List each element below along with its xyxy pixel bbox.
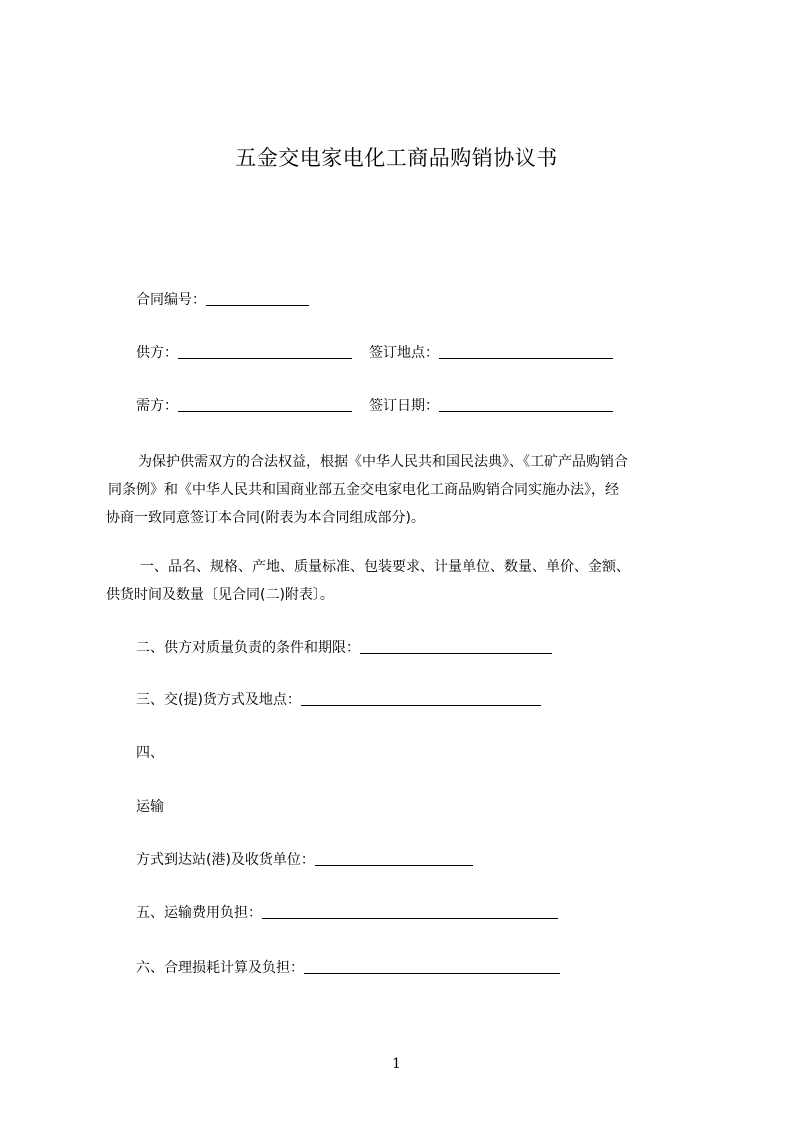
clause-5-blank[interactable] [262, 903, 558, 919]
clause-3-label: 三、交(提)货方式及地点： [136, 692, 301, 708]
buyer-label: 需方： [136, 398, 178, 414]
transport-method-label: 方式到达站(港)及收货单位： [136, 852, 315, 868]
clause-6-label: 六、合理损耗计算及负担： [136, 960, 304, 976]
supplier-line [136, 343, 352, 363]
sign-date-blank[interactable] [439, 396, 613, 412]
clause-1-line-1: 一、品名、规格、产地、质量标准、包装要求、计量单位、数量、单价、金额、 [140, 559, 630, 575]
clause-1-line-2: 供货时间及数量〔见合同(二)附表〕。 [106, 587, 334, 603]
intro-line-3: 协商一致同意签订本合同(附表为本合同组成部分)。 [106, 510, 425, 526]
contract-no-line [136, 290, 309, 310]
clause-5-label: 五、运输费用负担： [136, 905, 262, 921]
clause-4-label: 四、 [136, 745, 164, 761]
clause-6-blank[interactable] [304, 958, 560, 974]
intro-paragraph [106, 448, 700, 532]
sign-place-blank[interactable] [439, 343, 613, 359]
intro-line-1: 为保护供需双方的合法权益，根据《中华人民共和国民法典》、《工矿产品购销合 [138, 454, 628, 470]
sign-place-label: 签订地点： [369, 345, 439, 361]
buyer-line [136, 396, 352, 416]
supplier-label: 供方： [136, 345, 178, 361]
clause-4-line [136, 743, 164, 763]
page-number: 1 [392, 1056, 401, 1072]
clause-3-line [136, 690, 541, 710]
contract-no-label: 合同编号： [136, 292, 206, 308]
clause-2-label: 二、供方对质量负责的条件和期限： [136, 640, 360, 656]
supplier-blank[interactable] [178, 343, 352, 359]
sign-date-line [369, 396, 613, 416]
clause-2-line [136, 638, 552, 658]
clause-6-line [136, 958, 560, 978]
transport-method-line [136, 850, 473, 870]
transport-method-blank[interactable] [315, 850, 473, 866]
intro-line-2: 同条例》和《中华人民共和国商业部五金交电家电化工商品购销合同实施办法》，经 [108, 482, 619, 498]
clause-3-blank[interactable] [301, 690, 541, 706]
contract-no-blank[interactable] [206, 290, 309, 306]
clause-5-line [136, 903, 558, 923]
clause-1 [106, 553, 700, 609]
sign-date-label: 签订日期： [369, 398, 439, 414]
transport-label: 运输 [136, 799, 164, 815]
transport-line [136, 797, 164, 817]
document-title: 五金交电家电化工商品购销协议书 [235, 146, 558, 170]
sign-place-line [369, 343, 613, 363]
buyer-blank[interactable] [178, 396, 352, 412]
clause-2-blank[interactable] [360, 638, 552, 654]
